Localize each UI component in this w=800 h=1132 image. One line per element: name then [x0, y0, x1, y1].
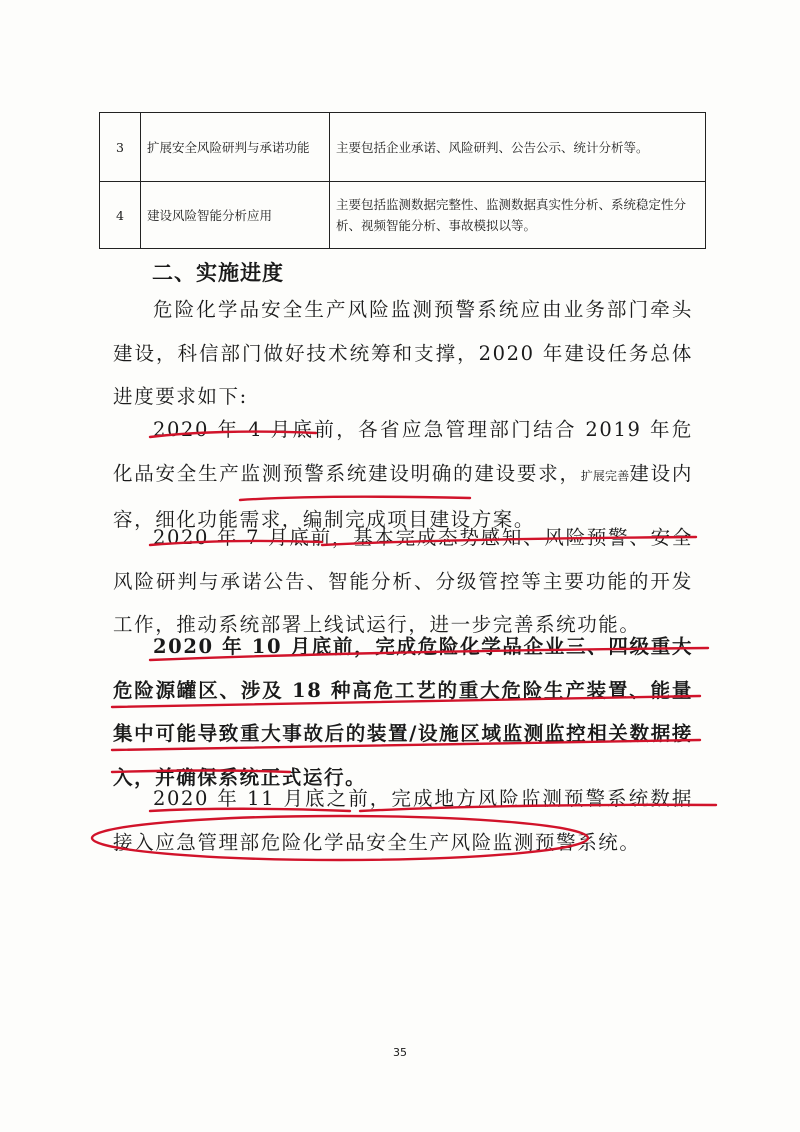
paragraph-intro — [113, 288, 693, 419]
paragraph-intro-text: 危险化学品安全生产风险监测预警系统应由业务部门牵头建设，科信部门做好技术统筹和支撑，2020 年建设任务总体进度要求如下: — [113, 298, 693, 408]
milestone-date: 2020 年 10 月底前 — [153, 635, 355, 658]
milestone-text: ，完成危险化学品企业三、四级重大危险源罐区、涉及 18 种高危工艺的重大危险生产装置、能量集中可能导致重大事故后的装置/设施区域监测监控相关数据接入，并确保系统正式运行。 — [113, 635, 693, 789]
milestone-date: 2020 年 7 月底前 — [153, 526, 332, 549]
milestone-text: ，各省应急管理部门结合 2019 年危化品安全生产监测预警系统建设明确的建设要求， — [113, 418, 693, 485]
paragraph-november — [113, 777, 693, 864]
milestone-text: ，完成地方风险监测预警系统数据接入应急管理部危险化学品安全生产风险监测预警系统。 — [113, 787, 693, 854]
section-heading: 二、实施进度 — [152, 261, 284, 285]
table-row — [100, 113, 706, 182]
row-description: 主要包括监测数据完整性、监测数据真实性分析、系统稳定性分析、视频智能分析、事故模拟以等。 — [330, 182, 706, 249]
row-name: 建设风险智能分析应用 — [141, 182, 330, 249]
milestone-text: ，基本完成态势感知、风险预警、安全风险研判与承诺公告、智能分析、分级管控等主要功能的开发工作，推动系统部署上线试运行，进一步完善系统功能。 — [113, 526, 694, 636]
paragraph-october — [113, 625, 693, 799]
row-name: 扩展安全风险研判与承诺功能 — [141, 113, 330, 182]
milestone-text: 建设内容，细化功能需求，编制完成项目建设方案。 — [113, 461, 693, 531]
row-index: 3 — [100, 113, 141, 182]
row-index: 4 — [100, 182, 141, 249]
milestone-date: 2020 年 11 月底之前 — [153, 787, 370, 810]
table-row — [100, 182, 706, 249]
row-description: 主要包括企业承诺、风险研判、公告公示、统计分析等。 — [330, 113, 706, 182]
page-number: 35 — [393, 1046, 407, 1059]
task-table — [99, 112, 706, 249]
milestone-date: 2020 年 4 月底前 — [153, 418, 337, 441]
inserted-note: 扩展完善 — [580, 468, 630, 483]
